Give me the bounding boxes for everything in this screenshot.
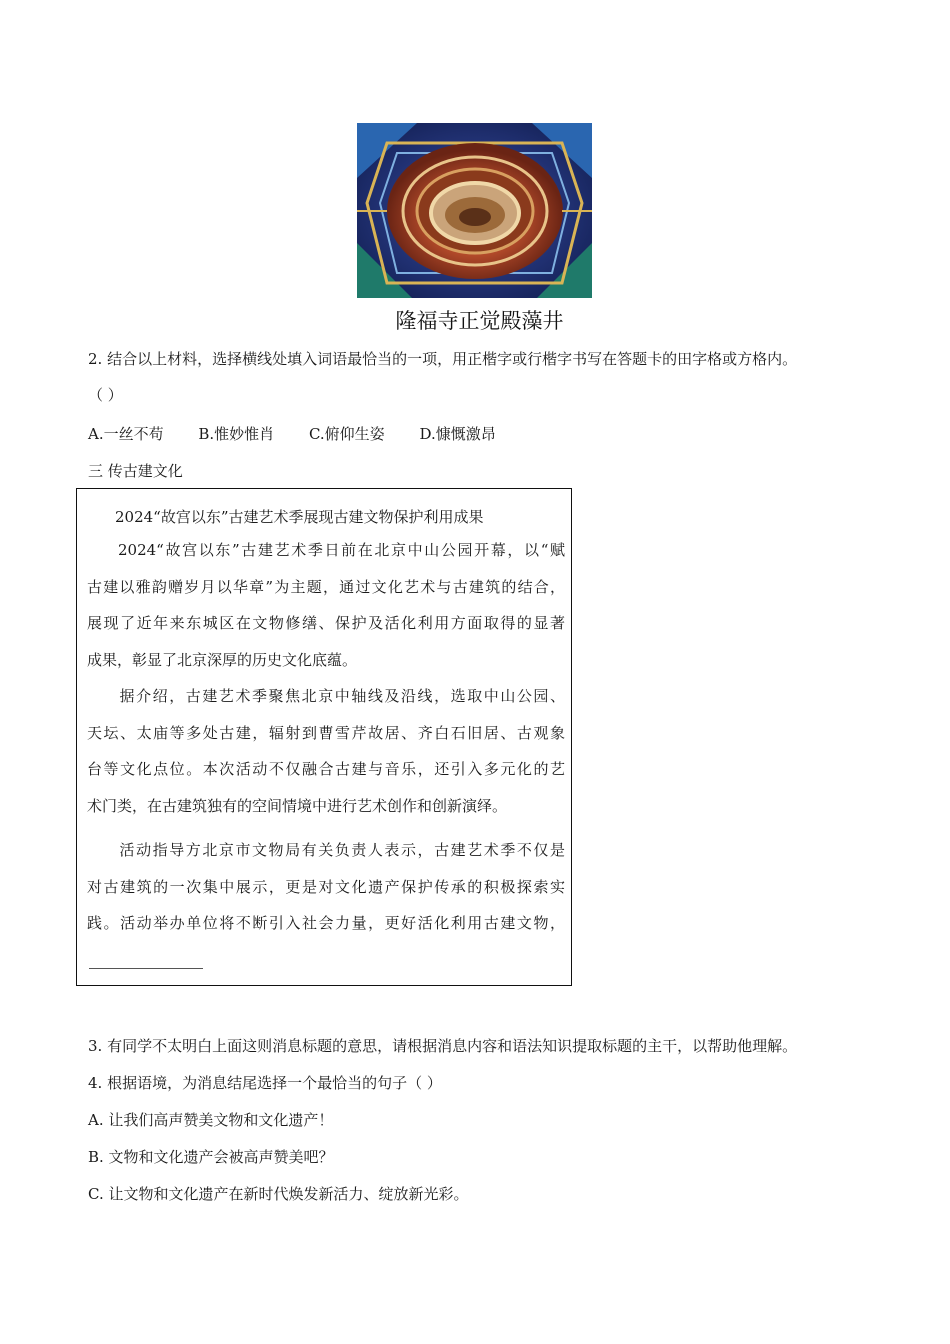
- article-line: 古建以雅韵赠岁月以华章”为主题，通过文化艺术与古建筑的结合，: [87, 577, 565, 596]
- option-b: B.惟妙惟肖: [198, 425, 275, 443]
- question-4-option-a: A. 让我们高声赞美文物和文化遗产！: [88, 1111, 334, 1129]
- article-line: 天坛、太庙等多处古建，辐射到曹雪芹故居、齐白石旧居、古观象: [87, 723, 565, 742]
- question-4-stem: 4. 根据语境，为消息结尾选择一个最恰当的句子（ ）: [88, 1074, 442, 1092]
- article-paragraph-3: [87, 832, 565, 942]
- question-2-options: [88, 423, 526, 444]
- article-line: 2024“故宫以东”古建艺术季日前在北京中山公园开幕，以“赋: [118, 541, 565, 559]
- article-paragraph-1: [87, 532, 565, 678]
- article-line: 活动指导方北京市文物局有关负责人表示，古建艺术季不仅是: [118, 841, 565, 859]
- question-2-answer-paren: （ ）: [88, 386, 123, 404]
- section-3-heading: 三 传古建文化: [88, 462, 183, 480]
- question-4-option-b: B. 文物和文化遗产会被高声赞美吧？: [88, 1148, 334, 1166]
- fill-in-blank-line: [89, 968, 203, 969]
- article-paragraph-2: [87, 678, 565, 824]
- option-c: C.俯仰生姿: [308, 425, 385, 443]
- article-line: 践。活动举办单位将不断引入社会力量，更好活化利用古建文物，: [87, 914, 565, 933]
- article-line: 台等文化点位。本次活动不仅融合古建与音乐，还引入多元化的艺: [87, 760, 565, 779]
- question-3-stem: 3. 有同学不太明白上面这则消息标题的意思，请根据消息内容和语法知识提取标题的主干，以帮助他理解。: [88, 1037, 798, 1055]
- option-d: D.慷慨激昂: [419, 425, 496, 443]
- caisson-illustration: [357, 123, 592, 298]
- article-line: 展现了近年来东城区在文物修缮、保护及活化利用方面取得的显著: [87, 614, 565, 633]
- figure-caption: 隆福寺正觉殿藻井: [395, 309, 564, 333]
- question-2-stem: 2. 结合以上材料，选择横线处填入词语最恰当的一项，用正楷字或行楷字书写在答题卡的田字格或方格内。: [88, 350, 798, 368]
- question-4-option-c: C. 让文物和文化遗产在新时代焕发新活力、绽放新光彩。: [88, 1185, 469, 1203]
- article-line: 对古建筑的一次集中展示，更是对文化遗产保护传承的积极探索实: [87, 877, 565, 896]
- option-a: A.一丝不苟: [88, 425, 164, 443]
- caisson-photo: [357, 123, 592, 298]
- article-title: 2024“故宫以东”古建艺术季展现古建文物保护利用成果: [115, 508, 484, 526]
- article-line: 术门类，在古建筑独有的空间情境中进行艺术创作和创新演绎。: [87, 796, 508, 815]
- article-line: 成果，彰显了北京深厚的历史文化底蕴。: [87, 650, 358, 669]
- article-line: 据介绍，古建艺术季聚焦北京中轴线及沿线，选取中山公园、: [118, 687, 565, 705]
